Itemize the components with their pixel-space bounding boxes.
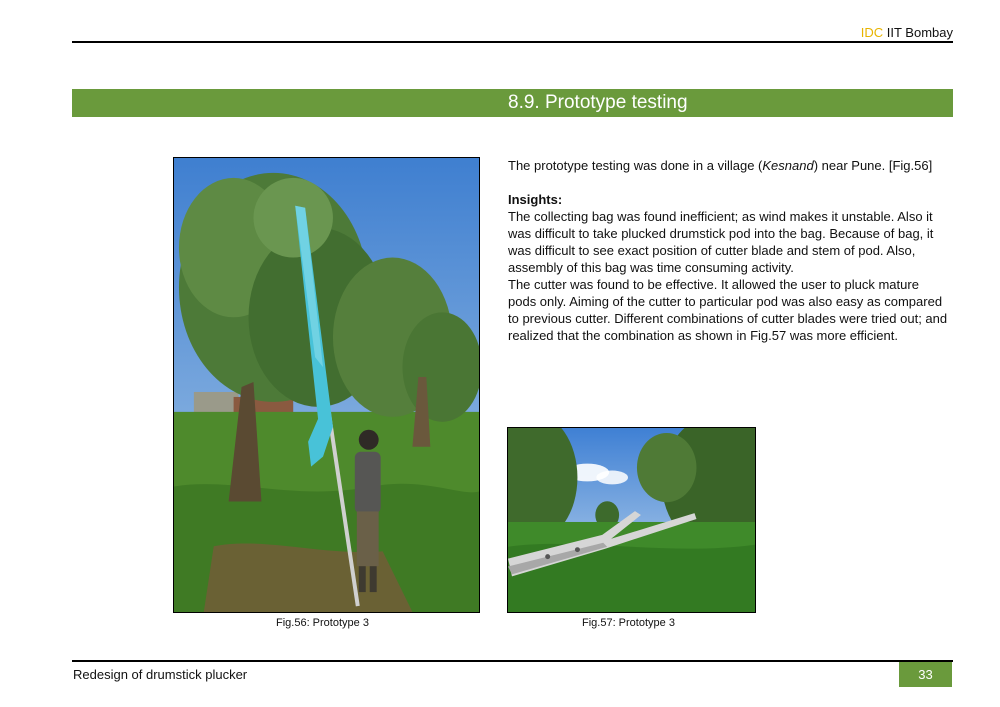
footer-title: Redesign of drumstick plucker [73,667,248,682]
village-name: Kesnand [762,158,814,173]
intro-paragraph: The prototype testing was done in a village (Kesnand) near Pune. [Fig.56] [508,158,933,173]
figure-56-caption: Fig.56: Prototype 3 [276,617,369,629]
photo-cutter-blades [508,428,755,612]
insights-paragraph-bag: The collecting bag was found inefficient; as wind makes it unstable. Also it was difficult to take plucked drumstick pod into the bag. Because of bag, it was difficult to see exact position of cutter blade and stem of pod. Also, assembly of this bag was time consuming activity. [508,209,934,275]
header-rule [72,41,953,43]
page-number: 33 [899,662,952,687]
body-text [508,157,948,344]
insights-heading: Insights: [508,192,563,207]
header-brand [861,25,953,40]
photo-prototype-field-test [174,158,479,612]
brand-iit-bombay: IIT Bombay [883,25,953,40]
insights-paragraph-cutter: The cutter was found to be effective. It allowed the user to pluck mature pods only. Aiming of the cutter to particular pod was also easy as compared to previous cutter. Different combinations of cutter blades were tried out; and realized that the combination as shown in Fig.57 was more efficient. [508,277,948,343]
section-title: 8.9. Prototype testing [508,92,688,113]
figure-56-photo [173,157,480,613]
figure-57-caption: Fig.57: Prototype 3 [582,617,675,629]
figure-57-photo [507,427,756,613]
brand-idc: IDC [860,25,884,40]
footer-rule [72,660,953,662]
